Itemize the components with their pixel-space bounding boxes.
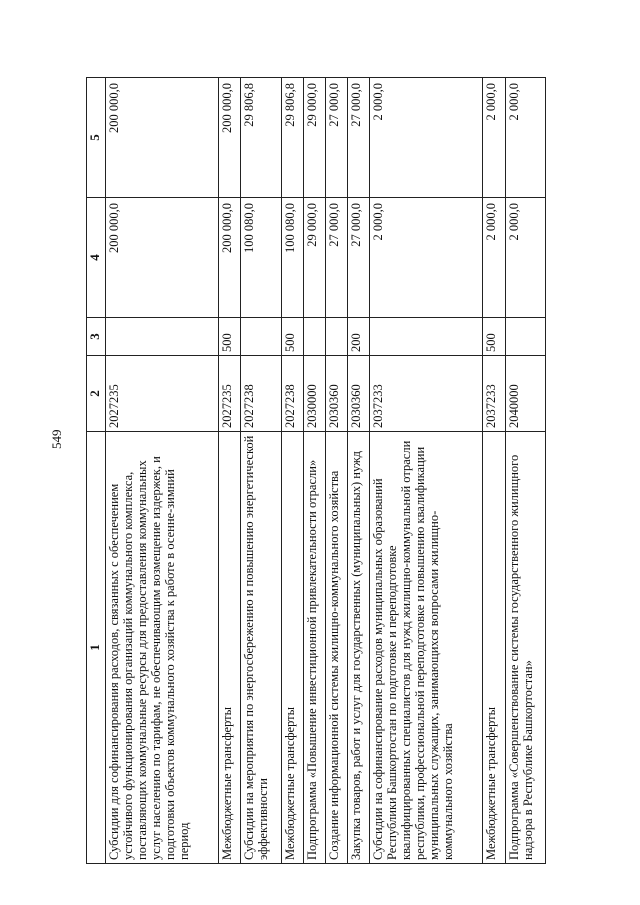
row-value-col4: 29 000,0 bbox=[303, 198, 325, 318]
table-row bbox=[106, 78, 219, 864]
row-code-cell: 2027238 bbox=[241, 356, 281, 432]
row-value-col4: 100 080,0 bbox=[241, 198, 281, 318]
row-value-col4: 2 000,0 bbox=[370, 198, 483, 318]
row-value-col5: 27 000,0 bbox=[348, 78, 370, 198]
row-type-cell: 500 bbox=[483, 318, 505, 356]
row-type-cell bbox=[505, 318, 545, 356]
row-value-col4: 200 000,0 bbox=[106, 198, 219, 318]
row-code-cell: 2037233 bbox=[483, 356, 505, 432]
row-name-cell: Подпрограмма «Совершенствование системы государственного жилищного надзора в Республике Башкортостан» bbox=[505, 432, 545, 864]
row-type-cell: 500 bbox=[281, 318, 303, 356]
row-name-cell: Межбюджетные трансферты bbox=[281, 432, 303, 864]
row-value-col5: 2 000,0 bbox=[505, 78, 545, 198]
row-value-col5: 29 806,8 bbox=[241, 78, 281, 198]
row-code-cell: 2040000 bbox=[505, 356, 545, 432]
row-name-cell: Межбюджетные трансферты bbox=[483, 432, 505, 864]
row-code-cell: 2027235 bbox=[106, 356, 219, 432]
table-row bbox=[281, 78, 303, 864]
row-code-cell: 2030360 bbox=[325, 356, 347, 432]
row-name-cell: Создание информационной системы жилищно-коммунального хозяйства bbox=[325, 432, 347, 864]
table-row bbox=[505, 78, 545, 864]
table-row bbox=[348, 78, 370, 864]
table-row bbox=[241, 78, 281, 864]
row-value-col5: 27 000,0 bbox=[325, 78, 347, 198]
row-type-cell bbox=[241, 318, 281, 356]
row-type-cell bbox=[106, 318, 219, 356]
page-number: 549 bbox=[49, 429, 64, 449]
row-value-col4: 2 000,0 bbox=[483, 198, 505, 318]
row-value-col4: 2 000,0 bbox=[505, 198, 545, 318]
row-type-cell bbox=[370, 318, 483, 356]
table-row bbox=[219, 78, 241, 864]
row-code-cell: 2030360 bbox=[348, 356, 370, 432]
budget-table bbox=[86, 77, 546, 864]
row-value-col4: 100 080,0 bbox=[281, 198, 303, 318]
row-value-col5: 29 806,8 bbox=[281, 78, 303, 198]
row-name-cell: Закупка товаров, работ и услуг для государственных (муниципальных) нужд bbox=[348, 432, 370, 864]
row-name-cell: Субсидии на мероприятия по энергосбережению и повышению энергетической эффективности bbox=[241, 432, 281, 864]
row-value-col5: 29 000,0 bbox=[303, 78, 325, 198]
budget-table-container bbox=[86, 78, 546, 864]
row-type-cell: 200 bbox=[348, 318, 370, 356]
table-row bbox=[303, 78, 325, 864]
table-row bbox=[483, 78, 505, 864]
row-value-col4: 27 000,0 bbox=[348, 198, 370, 318]
row-value-col5: 200 000,0 bbox=[219, 78, 241, 198]
header-col-3: 3 bbox=[87, 318, 106, 356]
header-col-1: 1 bbox=[87, 432, 106, 864]
row-value-col4: 27 000,0 bbox=[325, 198, 347, 318]
header-col-4: 4 bbox=[87, 198, 106, 318]
row-name-cell: Подпрограмма «Повышение инвестиционной привлекательности отрасли» bbox=[303, 432, 325, 864]
row-code-cell: 2037233 bbox=[370, 356, 483, 432]
row-type-cell bbox=[325, 318, 347, 356]
row-code-cell: 2030000 bbox=[303, 356, 325, 432]
row-value-col4: 200 000,0 bbox=[219, 198, 241, 318]
table-row bbox=[325, 78, 347, 864]
table-row bbox=[370, 78, 483, 864]
row-type-cell bbox=[303, 318, 325, 356]
row-value-col5: 2 000,0 bbox=[370, 78, 483, 198]
row-code-cell: 2027235 bbox=[219, 356, 241, 432]
row-value-col5: 2 000,0 bbox=[483, 78, 505, 198]
header-col-2: 2 bbox=[87, 356, 106, 432]
row-value-col5: 200 000,0 bbox=[106, 78, 219, 198]
row-name-cell: Межбюджетные трансферты bbox=[219, 432, 241, 864]
table-header-row bbox=[87, 78, 106, 864]
row-code-cell: 2027238 bbox=[281, 356, 303, 432]
row-name-cell: Субсидии на софинансирование расходов муниципальных образований Республики Башкортостан по подготовке и переподготовке квалифицированных специалистов для нужд жилищно-коммунальной отрасли республики, профессиональной переподготовке и повышению квалификации муниципальных служащих, занимающихся вопросами жилищно-коммунального хозяйства bbox=[370, 432, 483, 864]
row-type-cell: 500 bbox=[219, 318, 241, 356]
row-name-cell: Субсидии для софинансирования расходов, связанных с обеспечением устойчивого функционирования организаций коммунального комплекса, поставляющих коммунальные ресурсы для предоставления коммунальных услуг населению по тарифам, не обеспечивающим возмещение издержек, и подготовки объектов коммунального хозяйства к работе в осенне-зимний период bbox=[106, 432, 219, 864]
header-col-5: 5 bbox=[87, 78, 106, 198]
